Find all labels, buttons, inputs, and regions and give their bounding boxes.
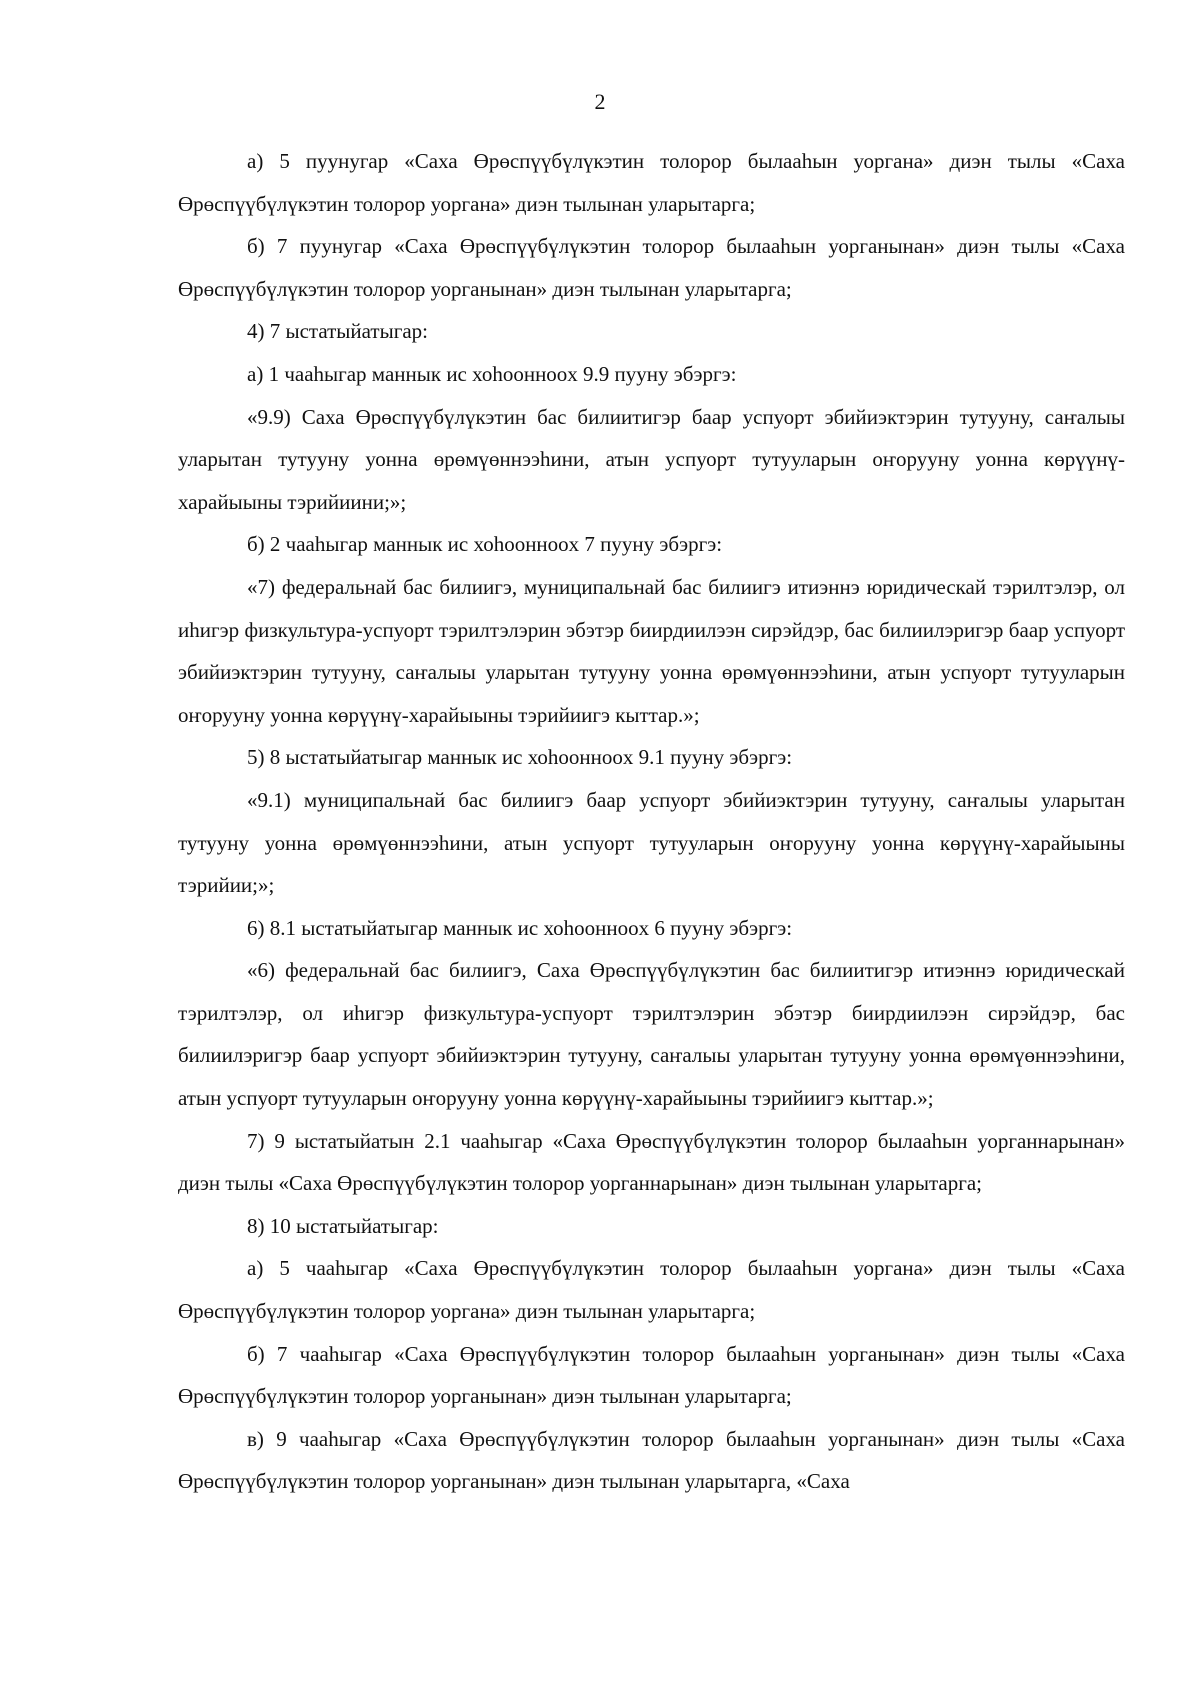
paragraph-8a: а) 5 чааһыгар «Саха Өрөспүүбүлүкэтин толорор былааһын уоргана» диэн тылы «Саха Өрөспүүбүлүкэтин толорор уоргана» диэн тылынан уларытарга; bbox=[178, 1256, 1125, 1324]
paragraph-item-6: 6) 8.1 ыстатыйатыгар маннык ис хоһооннооx 6 пууну эбэргэ: bbox=[247, 915, 793, 940]
paragraph-item-7: 7) 9 ыстатыйатын 2.1 чааһыгар «Саха Өрөспүүбүлүкэтин толорор былааһын уорганнарынан» диэн тылы «Саха Өрөспүүбүлүкэтин толорор уорганнарынан» диэн тылынан уларытарга; bbox=[178, 1128, 1125, 1196]
paragraph-4b: б) 2 чааһыгар маннык ис хоһооннооx 7 пууну эбэргэ: bbox=[247, 532, 723, 557]
paragraph-5a: а) 5 пуунугар «Саха Өрөспүүбүлүкэтин толорор былааһын уоргана» диэн тылы «Саха Өрөспүүбүлүкэтин толорор уоргана» диэн тылынан уларытарга; bbox=[178, 149, 1125, 216]
paragraph-quote-9-9: «9.9) Саха Өрөспүүбүлүкэтин бас билиитигэр баар успуорт эбийиэктэрин тутууну, саҥалыы уларытан тутууну уонна өрөмүөннээһини, атын успуорт тутууларын оҥорууну уонна көрүүнү-харайыыны тэрийиини;»; bbox=[178, 404, 1125, 514]
paragraph-quote-6: «6) федеральнай бас билиигэ, Саха Өрөспүүбүлүкэтин бас билиитигэр итиэннэ юридическай тэрилтэлэр, ол иһигэр физкультура-успуорт тэрилтэлэрин эбэтэр биирдиилээн сирэйдэр, бас билиилэригэр баар успуорт эбийиэктэрин тутууну, саҥалыы уларытан тутууну уонна өрөмүөннээһини, атын успуорт тутууларын оҥорууну уонна көрүүнү-харайыыны тэрийиигэ кыттар.»; bbox=[178, 958, 1125, 1111]
paragraph-quote-9-1: «9.1) муниципальнай бас билиигэ баар успуорт эбийиэктэрин тутууну, саҥалыы уларытан тутууну уонна өрөмүөннээһини, атын успуорт тутууларын оҥорууну уонна көрүүнү-харайыыны тэрийии;»; bbox=[178, 787, 1125, 898]
paragraph-item-5: 5) 8 ыстатыйатыгар маннык ис хоһооннооx 9.1 пууну эбэргэ: bbox=[247, 745, 793, 770]
page-number: 2 bbox=[594, 89, 606, 114]
paragraph-5b: б) 7 пуунугар «Саха Өрөспүүбүлүкэтин толорор былааһын уорганынан» диэн тылы «Саха Өрөспүүбүлүкэтин толорор уорганынан» диэн тылынан уларытарга; bbox=[178, 234, 1125, 301]
paragraph-quote-7: «7) федеральнай бас билиигэ, муниципальнай бас билиигэ итиэннэ юридическай тэрилтэлэр, ол иһигэр физкультура-успуорт тэрилтэлэрин эбэтэр биирдиилээн сирэйдэр, бас билиилэригэр баар успуорт эбийиэктэрин тутууну, саҥалыы уларытан тутууну уонна өрөмүөннээһини, атын успуорт тутууларын оҥорууну уонна көрүүнү-харайыыны тэрийиигэ кыттар.»; bbox=[178, 574, 1125, 727]
document-body bbox=[178, 140, 1125, 1503]
paragraph-8b: б) 7 чааһыгар «Саха Өрөспүүбүлүкэтин толорор былааһын уорганынан» диэн тылы «Саха Өрөспүүбүлүкэтин толорор уорганынан» диэн тылынан уларытарга; bbox=[178, 1341, 1125, 1409]
paragraph-item-4: 4) 7 ыстатыйатыгар: bbox=[247, 319, 428, 344]
paragraph-4a: а) 1 чааһыгар маннык ис хоһооннооx 9.9 пууну эбэргэ: bbox=[247, 361, 737, 386]
paragraph-item-8: 8) 10 ыстатыйатыгар: bbox=[247, 1213, 439, 1238]
paragraph-8v: в) 9 чааһыгар «Саха Өрөспүүбүлүкэтин толорор былааһын уорганынан» диэн тылы «Саха Өрөспүүбүлүкэтин толорор уорганынан» диэн тылынан уларытарга, «Саха bbox=[178, 1426, 1125, 1494]
